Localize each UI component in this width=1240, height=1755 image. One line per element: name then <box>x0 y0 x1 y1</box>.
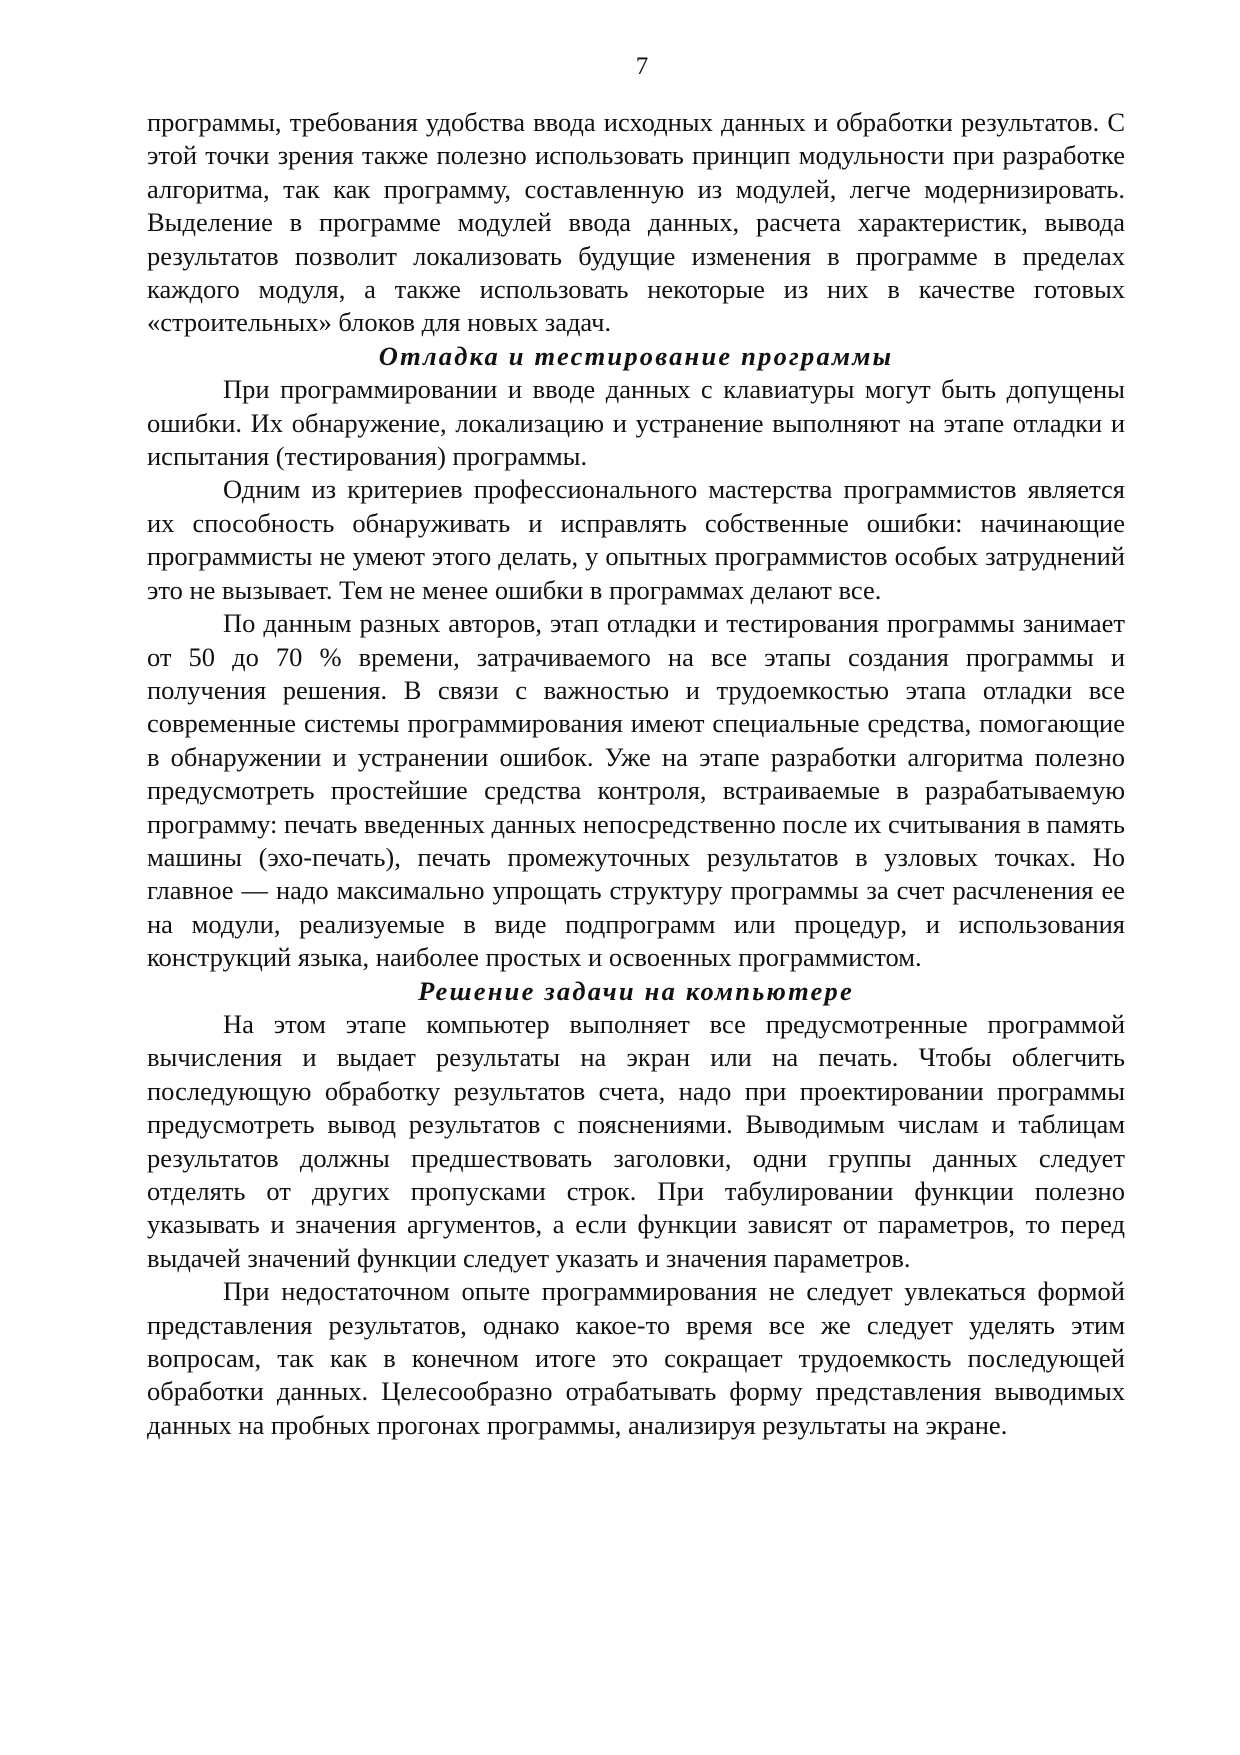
page-number: 7 <box>635 53 649 80</box>
paragraph-computer-stage: На этом этапе компьютер выполняет все предусмотренные программой вычисления и выдает результаты на экран или на печать. Чтобы облегчить последующую обработку результатов счета, надо при проектировании программы предусмотреть вывод результатов с пояснениями. Выводимым числам и таблицам результатов должны предшествовать заголовки, одни группы данных следует отделять от других пропусками строк. При табулировании функции полезно указывать и значения аргументов, а если функции зависят от параметров, то перед выдачей значений функции следует указать и значения параметров. <box>147 1008 1125 1273</box>
document-page <box>147 52 1125 1442</box>
section-heading-solving: Решение задачи на компьютере <box>418 975 854 1006</box>
paragraph-criteria: Одним из критериев профессионального мастерства программистов является их способность обнаруживать и исправлять собственные ошибки: начинающие программисты не умеют этого делать, у опытных программистов особых затруднений это не вызывает. Тем не менее ошибки в программах делают все. <box>147 474 1125 605</box>
paragraph-intro-continuation: программы, требования удобства ввода исходных данных и обработки результатов. С этой точки зрения также полезно использовать принцип модульности при разработке алгоритма, так как программу, составленную из модулей, легче модернизировать. Выделение в программе модулей ввода данных, расчета характеристик, вывода результатов позволит локализовать будущие изменения в программе в пределах каждого модуля, а также использовать некоторые из них в качестве готовых «строительных» блоков для новых задач. <box>147 107 1125 338</box>
section-heading-debugging: Отладка и тестирование программы <box>378 340 894 371</box>
paragraph-output-form: При недостаточном опыте программирования не следует увлекаться формой представления результатов, однако какое-то время все же следует уделять этим вопросам, так как в конечном итоге это сокращает трудоемкость последующей обработки данных. Целесообразно отрабатывать форму представления выводимых данных на пробных прогонах программы, анализируя результаты на экране. <box>147 1276 1125 1440</box>
paragraph-errors: При программировании и вводе данных с клавиатуры могут быть допущены ошибки. Их обнаружение, локализацию и устранение выполняют на этапе отладки и испытания (тестирования) программы. <box>147 374 1125 472</box>
paragraph-debug-time: По данным разных авторов, этап отладки и тестирования программы занимает от 50 до 70 % времени, затрачиваемого на все этапы создания программы и получения решения. В связи с важностью и трудоемкостью этапа отладки все современные системы программирования имеют специальные средства, помогающие в обнаружении и устранении ошибок. Уже на этапе разработки алгоритма полезно предусмотреть простейшие средства контроля, встраиваемые в разрабатываемую программу: печать введенных данных непосредственно после их считывания в память машины (эхо-печать), печать промежуточных результатов в узловых точках. Но главное — надо максимально упрощать структуру программы за счет расчленения ее на модули, реализуемые в виде подпрограмм или процедур, и использования конструкций языка, наиболее простых и освоенных программистом. <box>147 608 1125 973</box>
